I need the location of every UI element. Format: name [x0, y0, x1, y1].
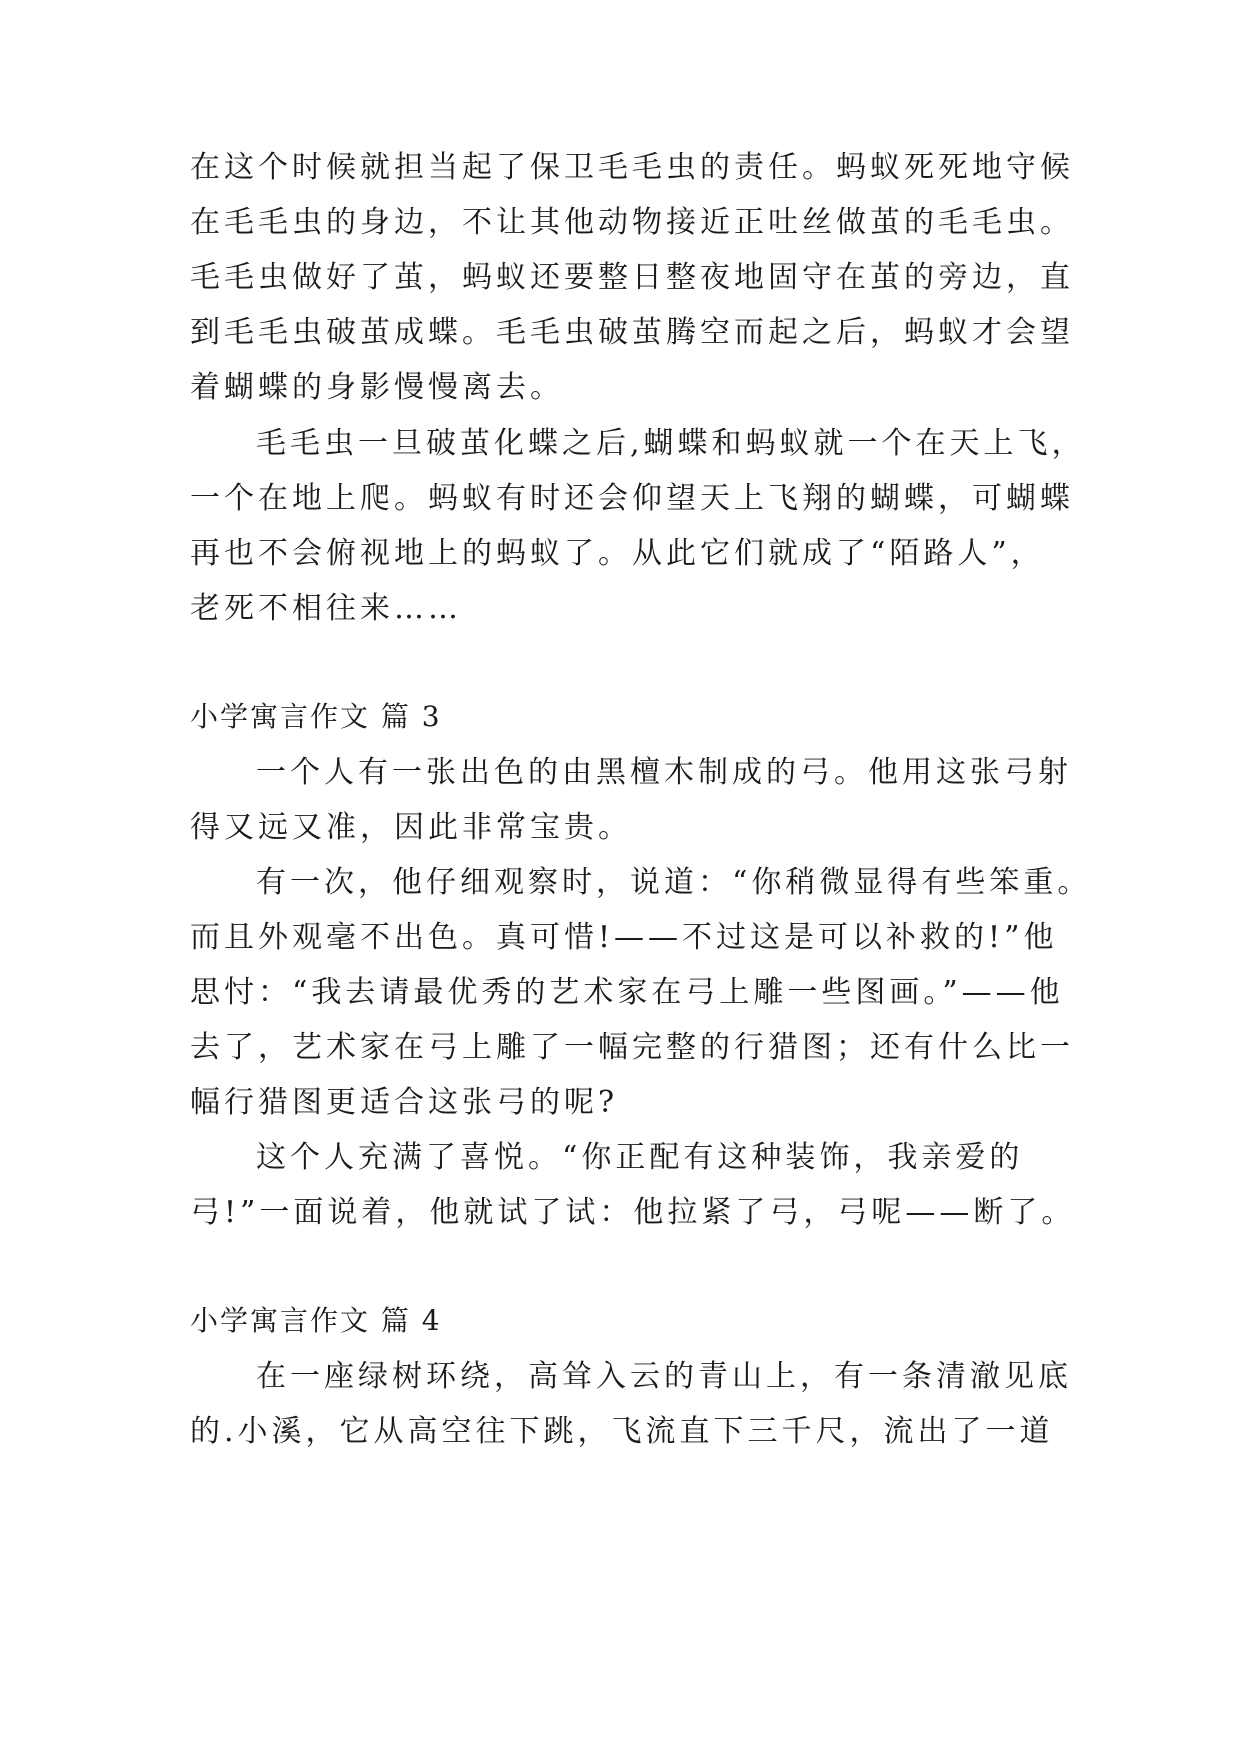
text-line: 着蝴蝶的身影慢慢离去。 [190, 370, 564, 405]
text-line: 在这个时候就担当起了保卫毛毛虫的责任。蚂蚁死死地守候 [190, 150, 1074, 185]
section-heading: 小学寓言作文 篇 4 [190, 1304, 442, 1337]
text-line: 毛毛虫一旦破茧化蝶之后,蝴蝶和蚂蚁就一个在天上飞， [256, 426, 1086, 461]
section-heading: 小学寓言作文 篇 3 [190, 700, 442, 733]
text-line: 到毛毛虫破茧成蝶。毛毛虫破茧腾空而起之后，蚂蚁才会望 [190, 315, 1074, 350]
text-line: 这个人充满了喜悦。“你正配有这种装饰，我亲爱的 [256, 1140, 1024, 1175]
text-line: 思忖：“我去请最优秀的艺术家在弓上雕一些图画。”——他 [190, 975, 1064, 1010]
text-line: 在一座绿树环绕，高耸入云的青山上，有一条清澈见底 [256, 1359, 1072, 1394]
text-line: 弓!”一面说着，他就试了试：他拉紧了弓，弓呢——断了。 [190, 1195, 1076, 1230]
text-line: 而且外观毫不出色。真可惜!——不过这是可以补救的!”他 [190, 920, 1058, 955]
text-line: 在毛毛虫的身边，不让其他动物接近正吐丝做茧的毛毛虫。 [190, 205, 1074, 240]
text-line: 一个人有一张出色的由黑檀木制成的弓。他用这张弓射 [256, 755, 1072, 790]
text-line: 有一次，他仔细观察时，说道：“你稍微显得有些笨重。 [256, 865, 1092, 900]
text-line: 的.小溪，它从高空往下跳，飞流直下三千尺，流出了一道 [190, 1414, 1054, 1449]
text-line: 得又远又准，因此非常宝贵。 [190, 810, 632, 845]
text-line: 幅行猎图更适合这张弓的呢? [190, 1085, 619, 1120]
text-line: 毛毛虫做好了茧，蚂蚁还要整日整夜地固守在茧的旁边，直 [190, 260, 1074, 295]
text-line: 再也不会俯视地上的蚂蚁了。从此它们就成了“陌路人”， [190, 536, 1045, 571]
text-line: 去了，艺术家在弓上雕了一幅完整的行猎图；还有什么比一 [190, 1030, 1074, 1065]
text-line: 老死不相往来…… [190, 591, 462, 626]
text-line: 一个在地上爬。蚂蚁有时还会仰望天上飞翔的蝴蝶，可蝴蝶 [190, 481, 1074, 516]
